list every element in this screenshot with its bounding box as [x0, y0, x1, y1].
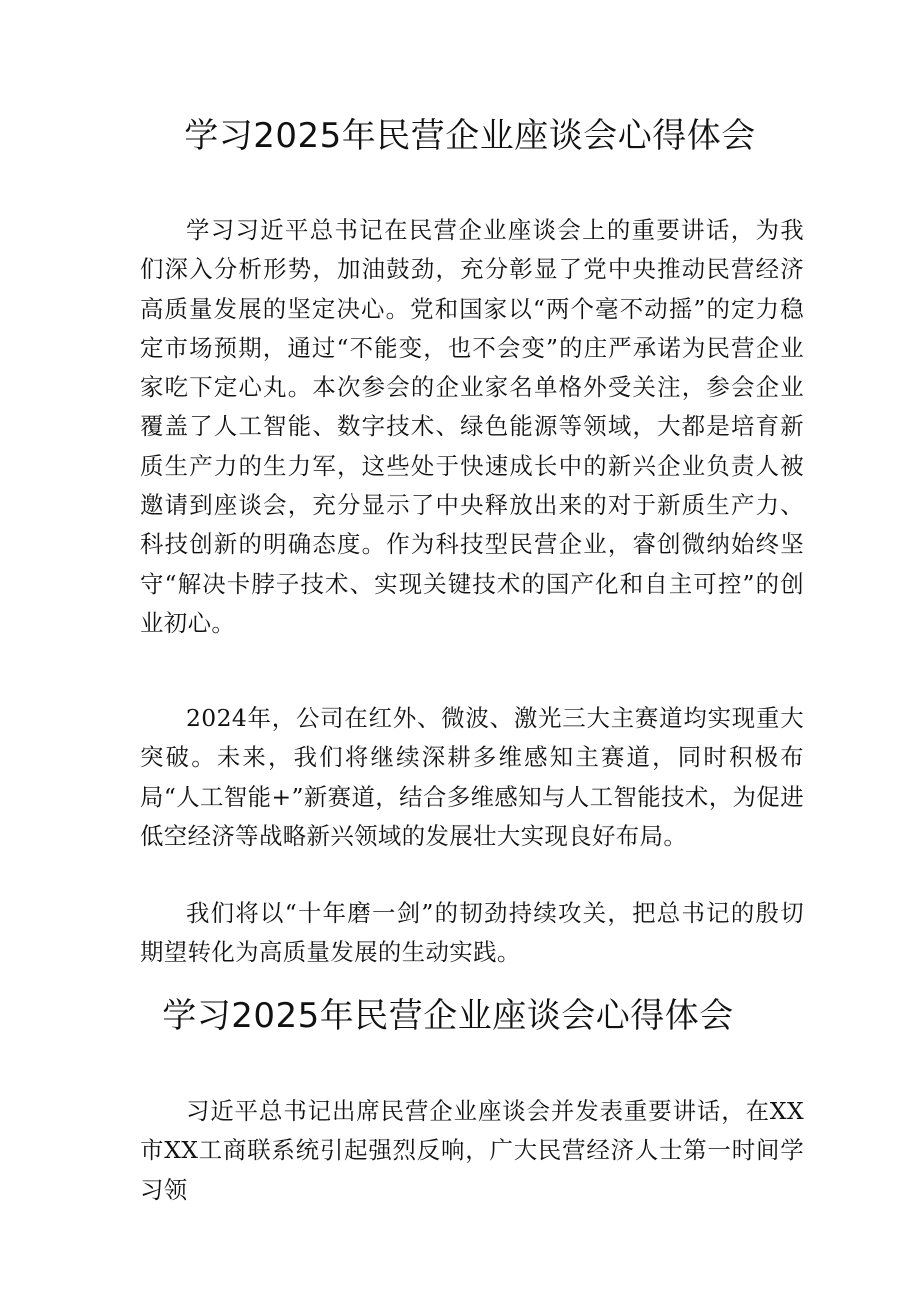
- paragraph-1: 学习习近平总书记在民营企业座谈会上的重要讲话，为我们深入分析形势，加油鼓劲，充分彰显了党中央推动民营经济高质量发展的坚定决心。党和国家以“两个毫不动摇”的定力稳定市场预期，通过“不能变，也不会变”的庄严承诺为民营企业家吃下定心丸。本次参会的企业家名单格外受关注，参会企业覆盖了人工智能、数字技术、绿色能源等领域，大都是培育新质生产力的生力军，这些处于快速成长中的新兴企业负责人被邀请到座谈会，充分显示了中央释放出来的对于新质生产力、科技创新的明确态度。作为科技型民营企业，睿创微纳始终坚守“解决卡脖子技术、实现关键技术的国产化和自主可控”的创业初心。: [140, 216, 804, 637]
- paragraph-4: 习近平总书记出席民营企业座谈会并发表重要讲话，在XX市XX工商联系统引起强烈反响，广大民营经济人士第一时间学习领: [140, 1097, 804, 1204]
- paragraph-3: 我们将以“十年磨一剑”的韧劲持续攻关，把总书记的殷切期望转化为高质量发展的生动实践。: [140, 899, 804, 967]
- document-title: 学习2025年民营企业座谈会心得体会: [184, 116, 756, 156]
- paragraph-2: 2024年，公司在红外、微波、激光三大主赛道均实现重大突破。未来，我们将继续深耕多维感知主赛道，同时积极布局“人工智能+”新赛道，结合多维感知与人工智能技术，为促进低空经济等战略新兴领域的发展壮大实现良好布局。: [140, 704, 804, 850]
- second-document-title: 学习2025年民营企业座谈会心得体会: [162, 996, 734, 1036]
